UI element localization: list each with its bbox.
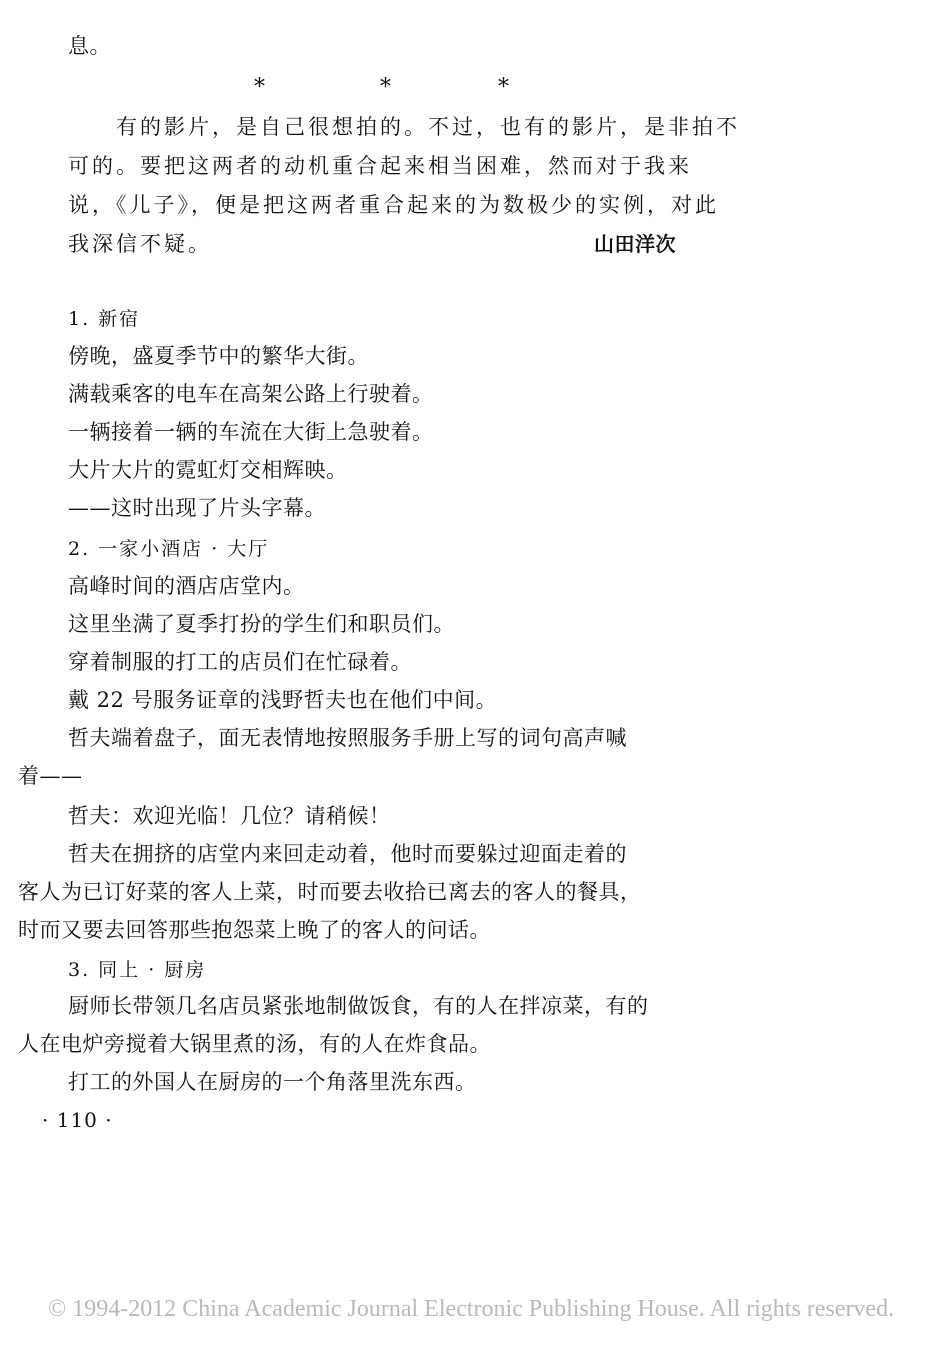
script-line: 哲夫端着盘子，面无表情地按照服务手册上写的词句高声喊 (68, 726, 627, 750)
script-line: 穿着制服的打工的店员们在忙碌着。 (68, 650, 412, 674)
script-line: 傍晚，盛夏季节中的繁华大街。 (68, 344, 369, 368)
epigraph-line: 说，《儿子》，便是把这两者重合起来的为数极少的实例，对此 (68, 193, 719, 217)
script-line: 高峰时间的酒店店堂内。 (68, 574, 305, 598)
separator-star: * (498, 75, 509, 100)
page-number: · 110 · (42, 1108, 113, 1132)
script-line: 哲夫在拥挤的店堂内来回走动着，他时而要躲过迎面走着的 (68, 842, 627, 866)
epigraph-line: 有的影片，是自己很想拍的。不过，也有的影片，是非拍不 (116, 115, 740, 139)
script-line: 一辆接着一辆的车流在大街上急驶着。 (68, 420, 434, 444)
script-line: 这里坐满了夏季打扮的学生们和职员们。 (68, 612, 455, 636)
continuation-text: 息。 (68, 34, 111, 58)
script-line: 着—— (18, 764, 83, 788)
scene-heading: 1. 新宿 (68, 308, 141, 330)
script-line: 人在电炉旁搅着大锅里煮的汤，有的人在炸食品。 (18, 1032, 491, 1056)
script-line: 戴 22 号服务证章的浅野哲夫也在他们中间。 (68, 688, 498, 712)
dialogue-line: 哲夫：欢迎光临！几位？请稍候！ (68, 804, 391, 828)
epigraph-author: 山田洋次 (594, 232, 676, 256)
scene-heading: 2. 一家小酒店 · 大厅 (68, 538, 270, 560)
epigraph-line: 可的。要把这两者的动机重合起来相当困难，然而对于我来 (68, 154, 692, 178)
script-line: 客人为已订好菜的客人上菜，时而要去收拾已离去的客人的餐具， (18, 880, 642, 904)
script-line: 打工的外国人在厨房的一个角落里洗东西。 (68, 1070, 477, 1094)
script-line: ——这时出现了片头字幕。 (68, 496, 326, 520)
epigraph-line: 我深信不疑。 (68, 232, 212, 256)
script-line: 满载乘客的电车在高架公路上行驶着。 (68, 382, 434, 406)
script-line: 时而又要去回答那些抱怨菜上晚了的客人的问话。 (18, 918, 491, 942)
separator-star: * (380, 75, 391, 100)
script-line: 厨师长带领几名店员紧张地制做饭食，有的人在拌凉菜，有的 (68, 994, 649, 1018)
scene-heading: 3. 同上 · 厨房 (68, 959, 207, 981)
copyright-watermark: © 1994-2012 China Academic Journal Electronic Publishing House. All rights reserved. (48, 1296, 895, 1322)
script-line: 大片大片的霓虹灯交相辉映。 (68, 458, 348, 482)
separator-star: * (254, 75, 265, 100)
